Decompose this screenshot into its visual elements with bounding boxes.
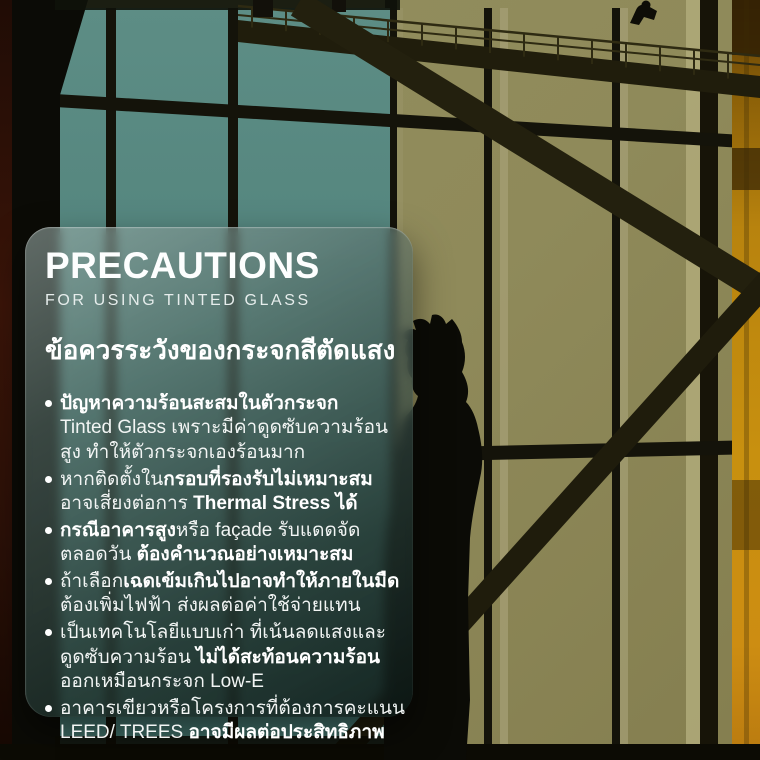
bullet-list <box>45 392 405 746</box>
bullet-item <box>45 621 397 695</box>
bullet-line: ออกเหมือนกระจก Low-E <box>60 671 264 693</box>
info-card <box>25 227 413 744</box>
thai-heading: ข้อควรระวังของกระจกสีตัดแสง <box>45 334 396 365</box>
top-edge-shadow <box>55 0 400 10</box>
bullet-line: LEED/ TREES อาจมีผลต่อประสิทธิภาพ <box>60 722 385 744</box>
catwalk-fixture <box>253 0 273 17</box>
bullet-line: สูง ทำให้ตัวกระจกเองร้อนมาก <box>60 441 306 463</box>
bullet-line: Tinted Glass เพราะมีค่าดูดซับความร้อน <box>60 417 389 439</box>
bullet-line: ถ้าเลือกเฉดเข้มเกินไปอาจทำให้ภายในมืด <box>60 570 400 592</box>
bullet-line: ปัญหาความร้อนสะสมในตัวกระจก <box>60 392 339 414</box>
maroon-edge <box>0 0 12 760</box>
bullet-line: อาคารเขียวหรือโครงการที่ต้องการคะแนน <box>60 697 405 719</box>
card-subtitle: FOR USING TINTED GLASS <box>45 291 311 309</box>
amber-column <box>732 0 760 760</box>
bullet-dot-icon <box>45 578 52 585</box>
bullet-line: เป็นเทคโนโลยีแบบเก่า ที่เน้นลดแสงและ <box>60 622 386 644</box>
bullet-line: ต้องเพิ่มไฟฟ้า ส่งผลต่อค่าใช้จ่ายแทน <box>60 595 361 617</box>
bullet-item <box>45 697 405 746</box>
catwalk-fixture <box>332 0 346 12</box>
bullet-line: อาจเสี่ยงต่อการ Thermal Stress ได้ <box>60 493 358 515</box>
bullet-dot-icon <box>45 400 52 407</box>
bullet-line: หากติดตั้งในกรอบที่รองรับไม่เหมาะสม <box>60 468 373 490</box>
bullet-item <box>45 392 397 466</box>
bullet-item <box>45 570 400 619</box>
bullet-line: กรณีอาคารสูงหรือ façade รับแดดจัด <box>60 519 361 541</box>
bullet-line: ดูดซับความร้อน ไม่ได้สะท้อนความร้อน <box>60 646 380 668</box>
bullet-dot-icon <box>45 705 52 712</box>
bullet-dot-icon <box>45 629 52 636</box>
bullet-dot-icon <box>45 476 52 483</box>
bullet-line: ตลอดวัน ต้องคำนวณอย่างเหมาะสม <box>60 544 354 566</box>
bullet-dot-icon <box>45 527 52 534</box>
bullet-item <box>45 519 397 568</box>
bullet-item <box>45 468 397 517</box>
card-title: PRECAUTIONS <box>45 245 320 286</box>
